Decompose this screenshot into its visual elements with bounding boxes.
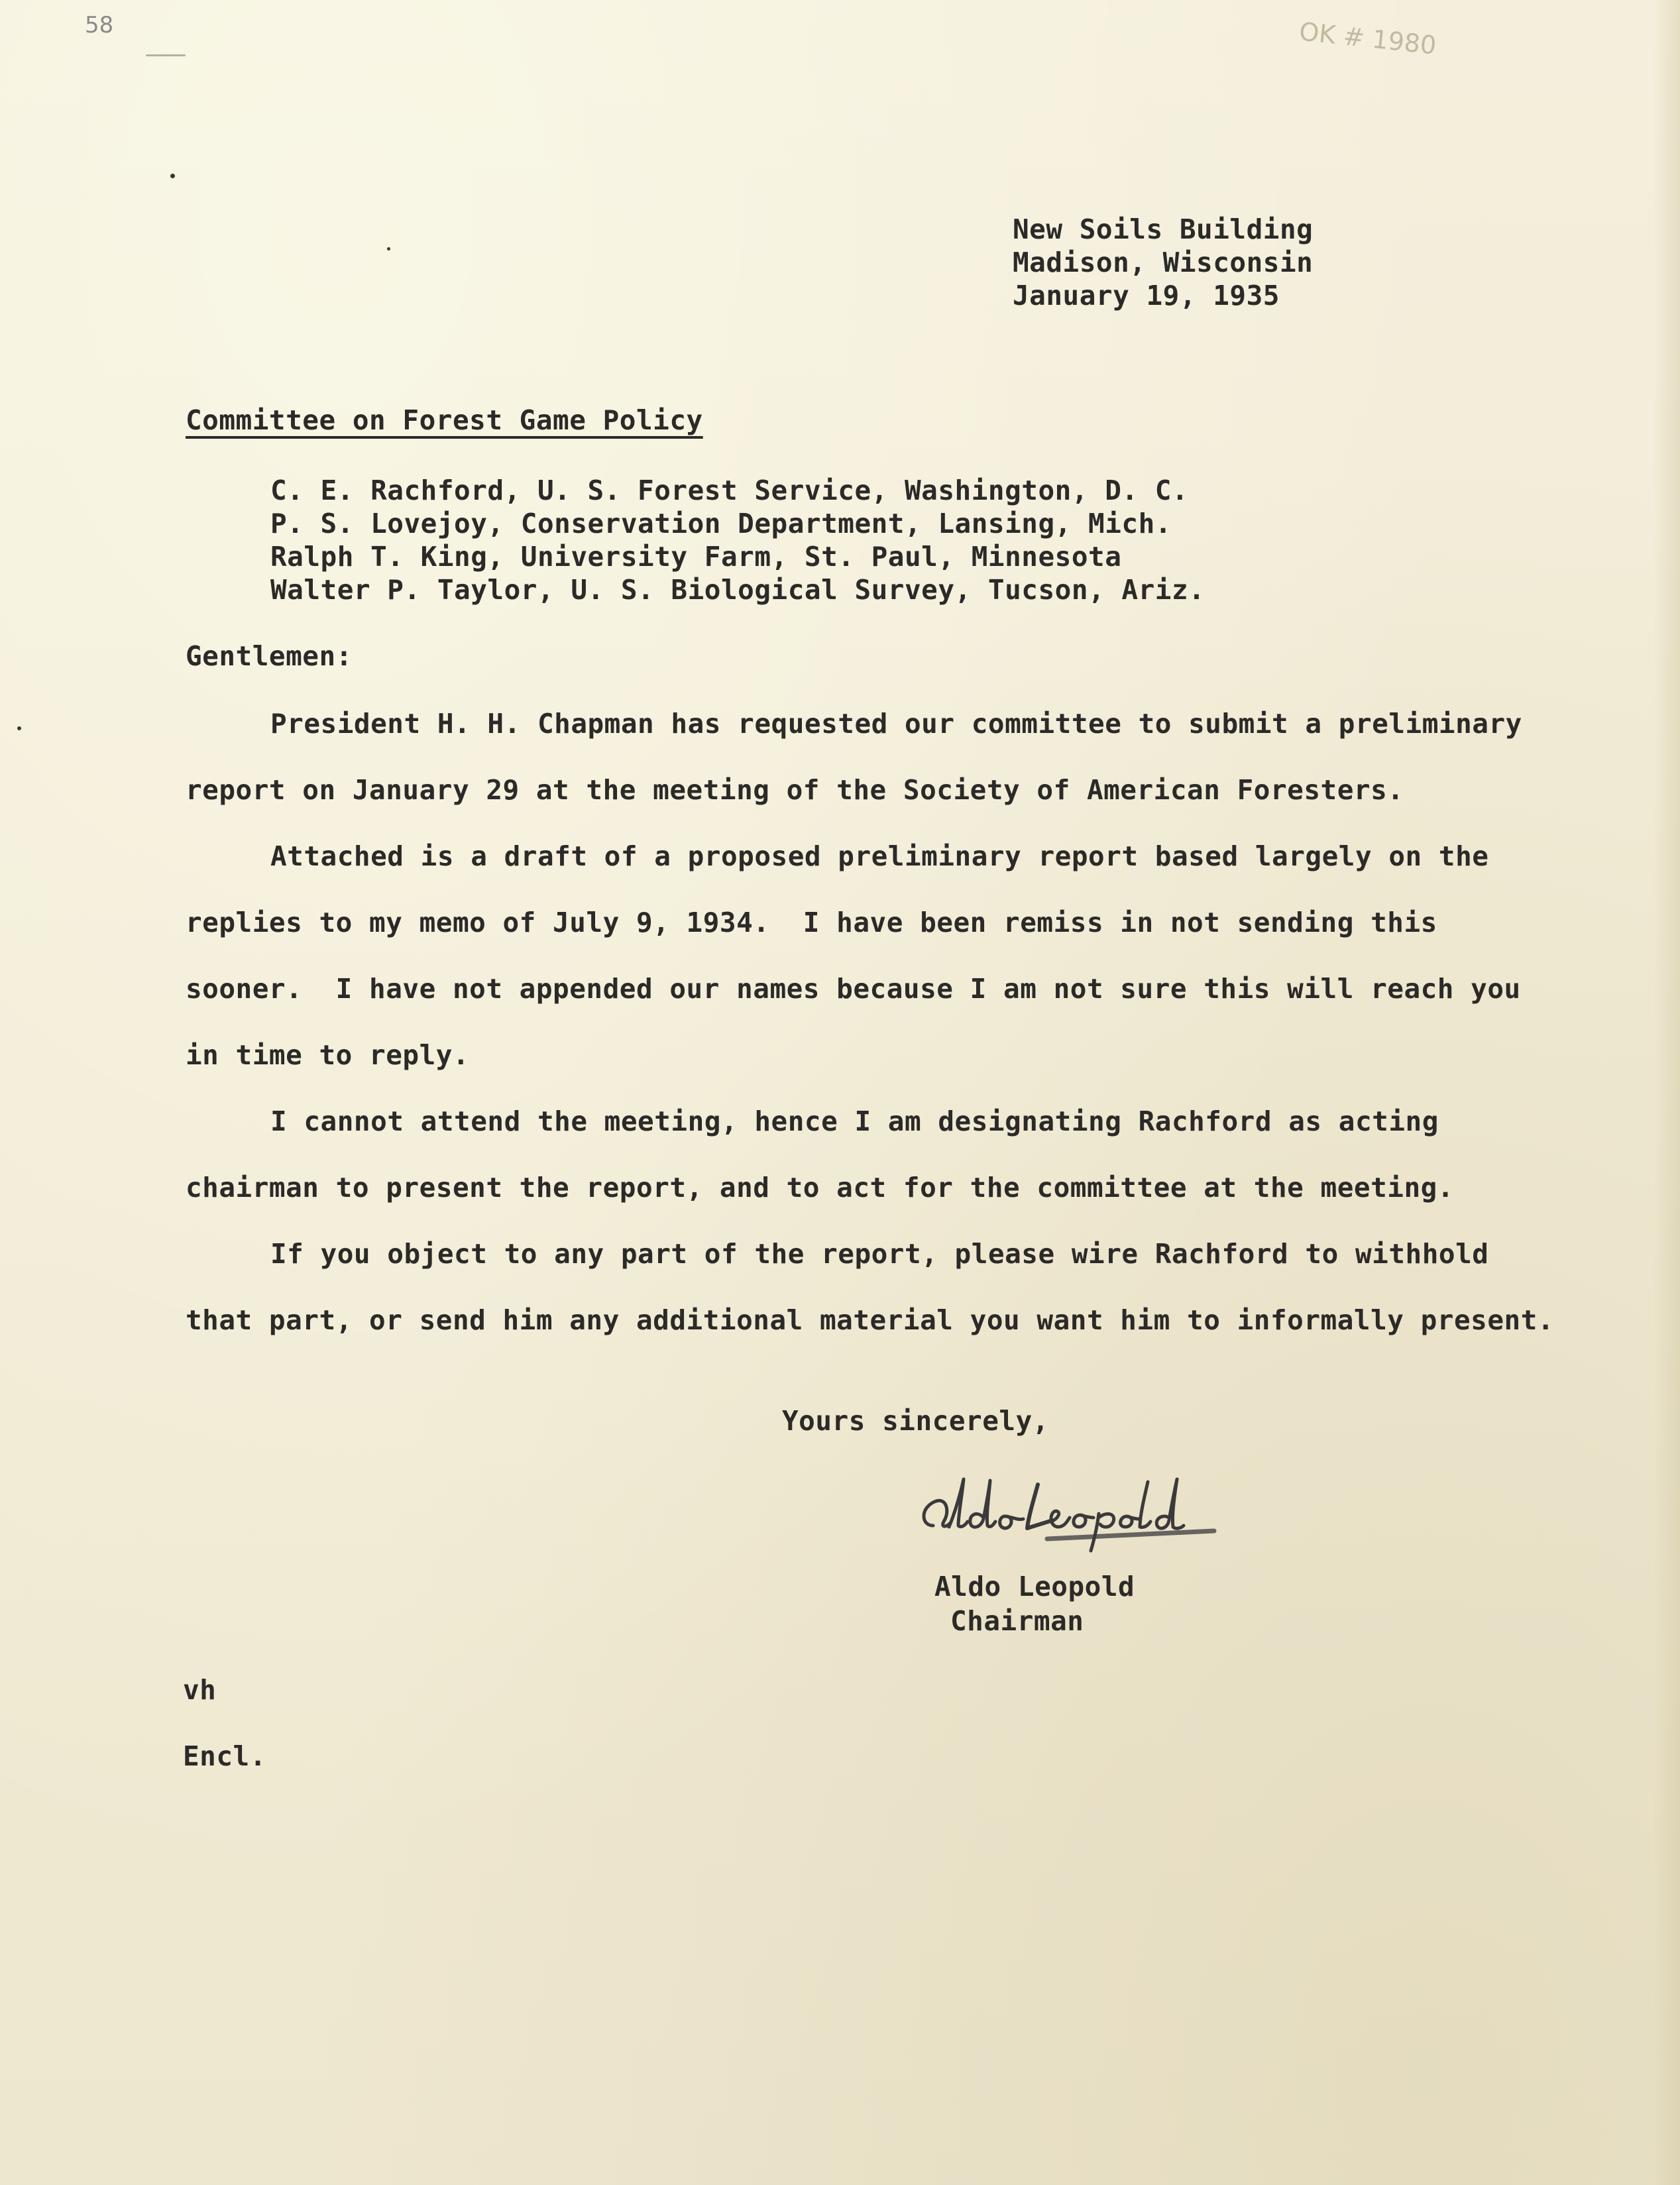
pencil-dash xyxy=(146,54,186,56)
closing: Yours sincerely, xyxy=(782,1405,1049,1437)
signer-title: Chairman xyxy=(950,1605,1084,1637)
typist-initials: vh xyxy=(183,1674,217,1706)
member-line: Walter P. Taylor, U. S. Biological Survey, Tucson, Ariz. xyxy=(270,574,1205,606)
signer-name: Aldo Leopold xyxy=(934,1571,1135,1602)
member-line: C. E. Rachford, U. S. Forest Service, Washington, D. C. xyxy=(270,475,1189,506)
ink-speck xyxy=(17,726,21,730)
member-line: Ralph T. King, University Farm, St. Paul, Minnesota xyxy=(270,541,1122,573)
address-line-2: Madison, Wisconsin xyxy=(1013,247,1314,278)
body-line: President H. H. Chapman has requested our committee to submit a preliminary xyxy=(270,708,1522,740)
body-line: report on January 29 at the meeting of the Society of American Foresters. xyxy=(186,774,1404,806)
letter-date: January 19, 1935 xyxy=(1013,280,1280,311)
paper-edge-shadow xyxy=(1653,0,1680,2185)
body-line: I cannot attend the meeting, hence I am designating Rachford as acting xyxy=(270,1105,1439,1137)
body-line: chairman to present the report, and to act for the committee at the meeting. xyxy=(186,1172,1454,1204)
body-line: If you object to any part of the report, please wire Rachford to withhold xyxy=(270,1238,1489,1270)
ink-speck xyxy=(387,247,390,251)
body-line: that part, or send him any additional material you want him to informally present. xyxy=(186,1304,1555,1336)
address-line-1: New Soils Building xyxy=(1013,213,1314,245)
body-line: in time to reply. xyxy=(186,1039,470,1071)
salutation: Gentlemen: xyxy=(186,640,353,672)
page-number-annotation: 58 xyxy=(85,12,114,38)
body-line: replies to my memo of July 9, 1934. I have been remiss in not sending this xyxy=(186,907,1437,938)
handwritten-signature xyxy=(915,1465,1226,1564)
body-line: sooner. I have not appended our names because I am not sure this will reach you xyxy=(186,973,1521,1005)
top-right-annotation: OK # 1980 xyxy=(1298,17,1438,60)
enclosure-note: Encl. xyxy=(183,1740,266,1772)
subject-heading: Committee on Forest Game Policy xyxy=(186,404,703,436)
body-line: Attached is a draft of a proposed preliminary report based largely on the xyxy=(270,840,1489,872)
ink-speck xyxy=(170,174,175,178)
member-line: P. S. Lovejoy, Conservation Department, Lansing, Mich. xyxy=(270,508,1172,539)
